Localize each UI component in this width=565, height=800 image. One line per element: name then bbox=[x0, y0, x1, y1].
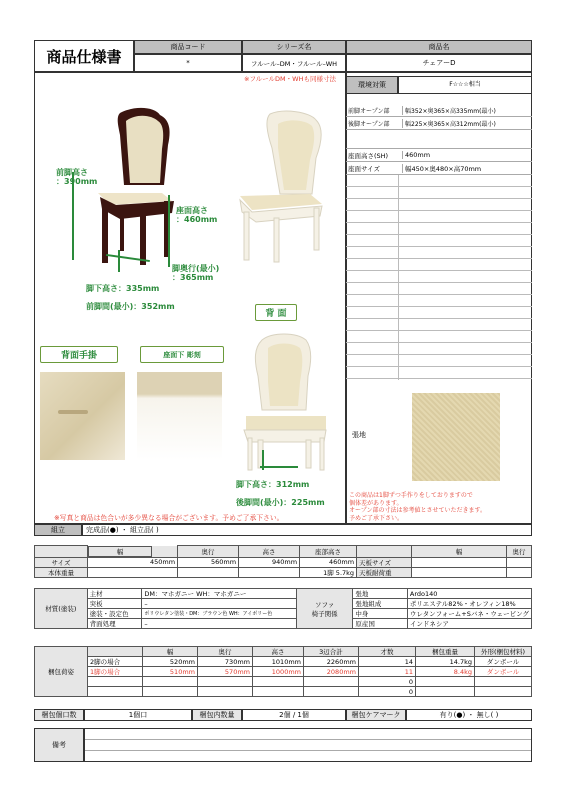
material-group-label: 材質(塗装) bbox=[35, 589, 88, 629]
packing-case: 2脚の場合 bbox=[88, 657, 143, 667]
size-header: 高さ bbox=[239, 546, 300, 558]
packing-header: 高さ bbox=[253, 647, 304, 657]
spec-row-label: 前脚オープン部 bbox=[348, 107, 390, 115]
material-table bbox=[34, 588, 532, 629]
series-name-label: シリーズ名 bbox=[242, 40, 346, 54]
under-leg-dimension-line bbox=[118, 250, 120, 272]
empty-spec-rows bbox=[346, 175, 532, 380]
material-label: 塗装・設定色 bbox=[87, 609, 142, 619]
spec-row-value: 460mm bbox=[402, 151, 430, 159]
under-leg-height-dim-text: 脚下高さ：335mm bbox=[86, 284, 160, 293]
back-handle-tag: 背面手掛 bbox=[40, 346, 118, 363]
size-table bbox=[34, 545, 532, 578]
top-size-header: 奥行 bbox=[507, 546, 532, 558]
spec-row-label: 座面高さ(SH) bbox=[348, 151, 389, 160]
size-depth: 560mm bbox=[178, 557, 239, 567]
packing-sum: 2080mm bbox=[304, 667, 359, 677]
spec-row-value: 幅450×奥480×高70mm bbox=[402, 164, 481, 173]
packing-header: 外形(梱包材料) bbox=[475, 647, 532, 657]
sofa-value: インドネシア bbox=[407, 619, 531, 629]
packing-sai: 14 bbox=[359, 657, 416, 667]
packing-header: 才数 bbox=[359, 647, 416, 657]
chair-front-dark-image bbox=[80, 105, 180, 275]
sofa-value: ウレタンフォーム+Sバネ・ウェービング bbox=[407, 609, 531, 619]
material-label: 主材 bbox=[87, 589, 142, 599]
sofa-value: ポリエステル82%・オレフィン18% bbox=[407, 599, 531, 609]
packing-table bbox=[34, 646, 532, 697]
weight-label: 本体重量 bbox=[35, 567, 88, 577]
chair-angle-white-image bbox=[226, 108, 336, 268]
assembly-label: 組立 bbox=[34, 524, 82, 536]
packing-case: 1脚の場合 bbox=[88, 667, 143, 677]
product-name-value: チェアーD bbox=[346, 54, 532, 72]
back-under-leg-dimension-line bbox=[262, 450, 264, 470]
packing-sum: 2260mm bbox=[304, 657, 359, 667]
top-size-header: 幅 bbox=[412, 546, 507, 558]
handle-slot-icon bbox=[58, 410, 88, 414]
spec-rows bbox=[346, 104, 532, 175]
material-value: DM：マホガニー WH：マホガニー bbox=[142, 589, 297, 599]
top-size-label: 天板サイズ bbox=[357, 557, 412, 567]
packing-weight: 8.4kg bbox=[416, 667, 475, 677]
packing-count-label: 梱包個口数 bbox=[34, 709, 84, 721]
size-corner bbox=[35, 546, 88, 558]
packing-inner-label: 梱包内数量 bbox=[192, 709, 242, 721]
packing-inner-value: 2個 / 1個 bbox=[242, 709, 346, 721]
size-height: 940mm bbox=[239, 557, 300, 567]
remarks-field[interactable] bbox=[84, 728, 532, 762]
fabric-swatch bbox=[412, 393, 500, 481]
fabric-label: 張地 bbox=[352, 431, 366, 439]
back-under-leg-dim-text: 脚下高さ：312mm bbox=[236, 480, 310, 489]
packing-width: 510mm bbox=[143, 667, 198, 677]
handmade-notice: この商品は1脚ずつ手作りをしておりますので 個体差があります。 オープン部の寸法は参考値とさせていただきます。 予めご了承下さい。 bbox=[349, 492, 486, 522]
spec-row-label: 座面サイズ bbox=[348, 164, 380, 173]
material-value: – bbox=[142, 619, 297, 629]
front-leg-gap-dim-text: 前脚間(最小)：352mm bbox=[86, 302, 175, 311]
size-width: 450mm bbox=[88, 557, 178, 567]
document-title: 商品仕様書 bbox=[34, 40, 134, 72]
back-leg-gap-dim-text: 後脚間(最小)：225mm bbox=[236, 498, 325, 507]
spec-row-value: 幅225×奥365×高312mm(最小) bbox=[402, 119, 496, 128]
care-mark-label: 梱包ケアマーク bbox=[346, 709, 406, 721]
spec-column-divider bbox=[398, 175, 399, 380]
product-code-label: 商品コード bbox=[134, 40, 242, 54]
seat-height-dimension-line bbox=[168, 195, 170, 267]
size-row-label: サイズ bbox=[35, 557, 88, 567]
chair-back-white-image bbox=[228, 330, 338, 480]
env-label: 環境対策 bbox=[346, 76, 398, 94]
remarks-label: 備考 bbox=[34, 728, 84, 762]
size-header: 奥行 bbox=[178, 546, 239, 558]
series-name-value: フルール–DM・フルール–WH bbox=[242, 54, 346, 72]
back-leg-gap-dimension-line bbox=[260, 466, 298, 468]
packing-sai: 11 bbox=[359, 667, 416, 677]
packing-height: 1010mm bbox=[253, 657, 304, 667]
sofa-value: Ardo140 bbox=[407, 589, 531, 599]
packing-width: 520mm bbox=[143, 657, 198, 667]
packing-sai: 0 bbox=[359, 677, 416, 687]
sofa-label: 張地 bbox=[353, 589, 408, 599]
seat-carving-photo bbox=[137, 372, 222, 460]
env-value: F☆☆☆相当 bbox=[398, 76, 532, 94]
sofa-label: 張地組成 bbox=[353, 599, 408, 609]
packing-material: ダンボール bbox=[475, 667, 532, 677]
sofa-label: 中身 bbox=[353, 609, 408, 619]
top-load-label: 天板耐荷重 bbox=[357, 567, 412, 577]
front-height-dim-text: 前脚高さ ：390mm bbox=[56, 168, 98, 187]
material-label: 背面処理 bbox=[87, 619, 142, 629]
back-view-tag: 背 面 bbox=[255, 304, 297, 321]
packing-depth: 730mm bbox=[198, 657, 253, 667]
care-mark-value: 有り(●) ・ 無し( ) bbox=[406, 709, 532, 721]
packing-group-label: 梱包荷姿 bbox=[35, 647, 88, 697]
spec-row-value: 幅352×奥365×高335mm(最小) bbox=[402, 106, 496, 115]
material-value: ポリウレタン塗装・DM：ブラウン色 WH：アイボリー色 bbox=[142, 609, 297, 619]
weight-value: 1脚 5.7kg bbox=[300, 567, 357, 577]
material-label: 突板 bbox=[87, 599, 142, 609]
back-handle-photo bbox=[40, 372, 125, 460]
packing-weight: 14.7kg bbox=[416, 657, 475, 667]
size-header: 幅 bbox=[88, 546, 152, 557]
packing-header: 3辺合計 bbox=[304, 647, 359, 657]
product-code-value: * bbox=[134, 54, 242, 72]
product-name-label: 商品名 bbox=[346, 40, 532, 54]
packing-depth: 570mm bbox=[198, 667, 253, 677]
photo-color-note: ※写真と商品は色合いが多少異なる場合がございます。予めご了承下さい。 bbox=[54, 514, 284, 522]
packing-material: ダンボール bbox=[475, 657, 532, 667]
packing-sai: 0 bbox=[359, 687, 416, 697]
packing-count-value: 1個口 bbox=[84, 709, 192, 721]
size-seat-height: 460mm bbox=[300, 557, 357, 567]
spec-row-label: 後脚オープン部 bbox=[348, 120, 390, 128]
packing-header: 梱包重量 bbox=[416, 647, 475, 657]
seat-carving-tag: 座面下 彫刻 bbox=[140, 346, 224, 363]
packing-header: 幅 bbox=[143, 647, 198, 657]
sofa-label: 原産国 bbox=[353, 619, 408, 629]
series-note: ※フルールDM・WHも同様寸法 bbox=[244, 75, 336, 83]
material-value: – bbox=[142, 599, 297, 609]
leg-depth-dim-text: 脚奥行(最小) ：365mm bbox=[172, 264, 220, 283]
assembly-value: 完成品(●) ・ 組立品( ) bbox=[82, 524, 532, 536]
seat-height-dim-text: 座面高さ ：460mm bbox=[176, 206, 218, 225]
packing-height: 1000mm bbox=[253, 667, 304, 677]
packing-header: 奥行 bbox=[198, 647, 253, 657]
sofa-group-label: ソファ 椅子関係 bbox=[296, 589, 352, 629]
size-header: 座部高さ bbox=[300, 546, 357, 558]
